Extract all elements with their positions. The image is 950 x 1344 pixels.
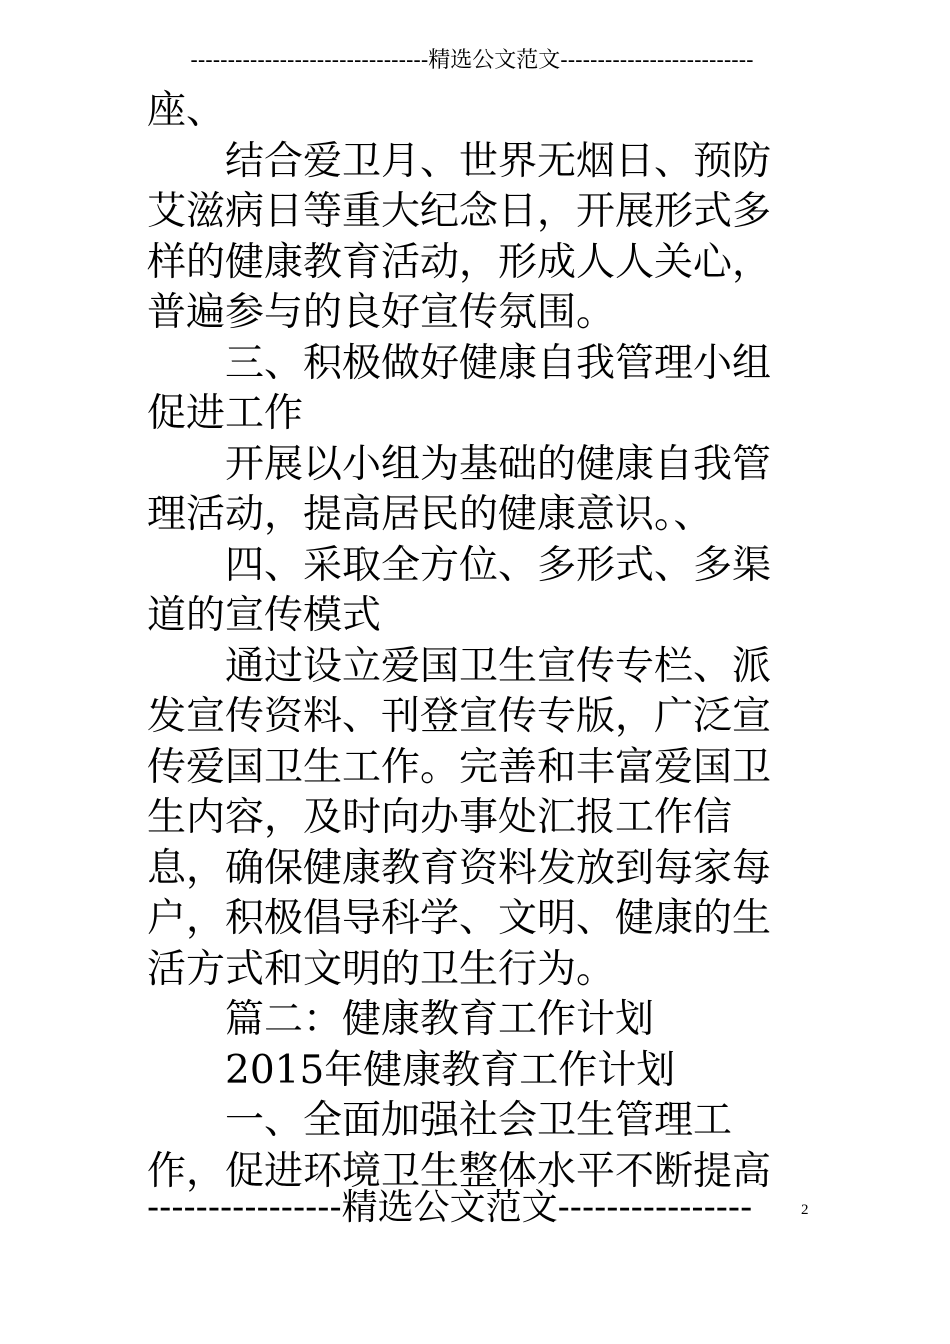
paragraph-continuation: 座、: [147, 88, 226, 133]
section-heading: 三、积极做好健康自我管理小组促进工作: [147, 340, 772, 436]
document-body: [147, 86, 807, 1197]
document-title: 2015年健康教育工作计划: [225, 1047, 676, 1093]
section-heading: 四、采取全方位、多形式、多渠道的宣传模式: [147, 542, 772, 638]
paragraph: 开展以小组为基础的健康自我管理活动，提高居民的健康意识。、: [147, 441, 772, 537]
section-heading: 一、全面加强社会卫生管理工作，促进环境卫生整体水平不断提高: [147, 1098, 772, 1194]
paragraph: 结合爱卫月、世界无烟日、预防艾滋病日等重大纪念日，开展形式多样的健康教育活动，形成人人关心，普遍参与的良好宣传氛围。: [147, 138, 772, 335]
page-number: 2: [801, 1202, 809, 1218]
page-footer: ----------------精选公文范文----------------: [147, 1187, 753, 1228]
paragraph: 通过设立爱国卫生宣传专栏、派发宣传资料、刊登宣传专版，广泛宣传爱国卫生工作。完善和丰富爱国卫生内容，及时向办事处汇报工作信息，确保健康教育资料发放到每家每户，积极倡导科学、文明、健康的生活方式和文明的卫生行为。: [147, 643, 772, 992]
chapter-title: 篇二：健康教育工作计划: [225, 997, 655, 1042]
page-header: --------------------------------精选公文范文--------------------------: [190, 48, 754, 73]
